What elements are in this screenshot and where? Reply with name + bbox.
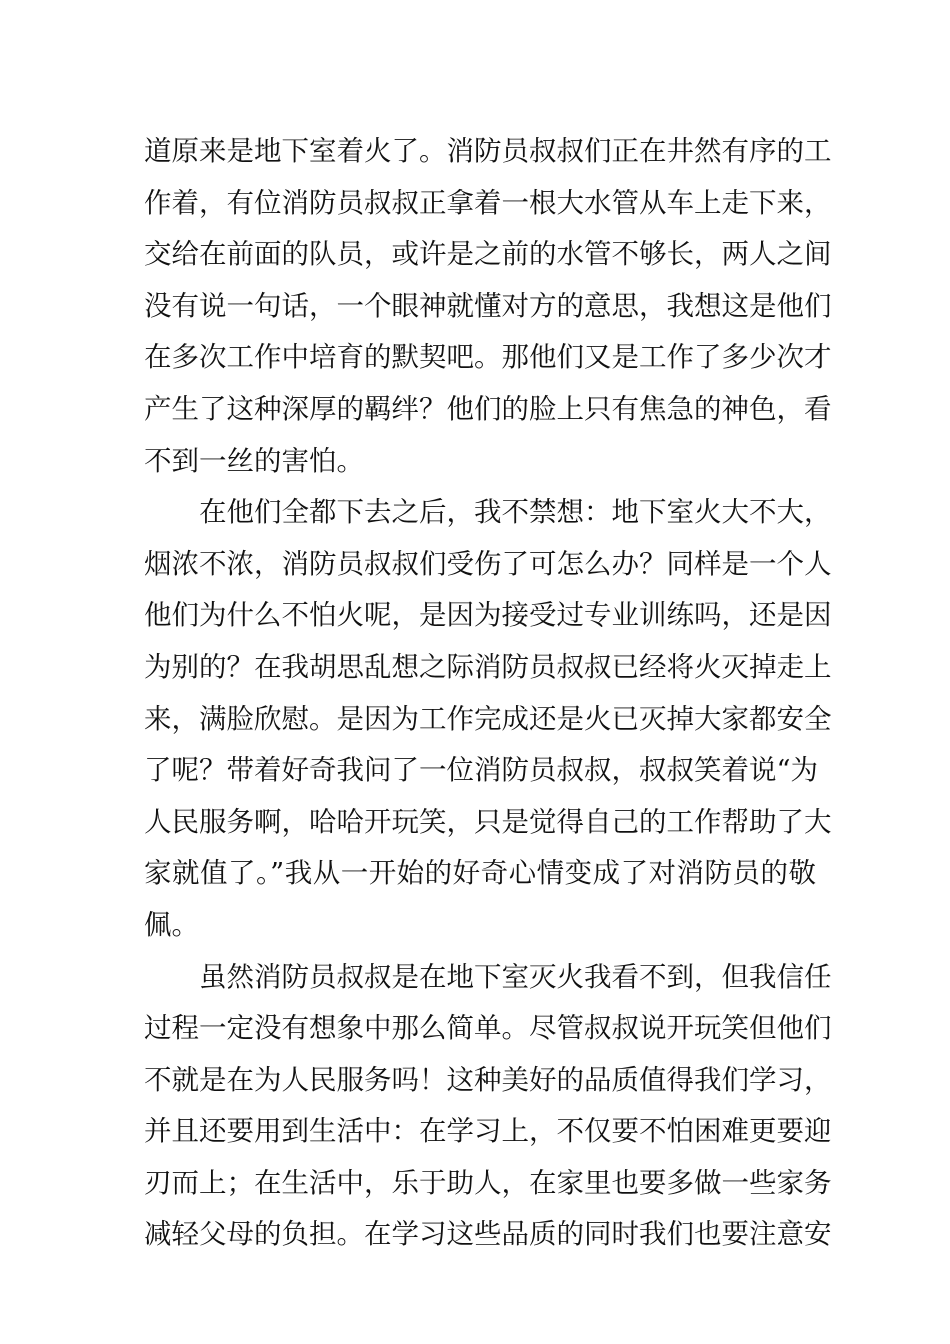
text-line: 道原来是地下室着火了。消防员叔叔们正在井然有序的工 bbox=[144, 135, 832, 167]
text-line: 佩。 bbox=[144, 908, 199, 941]
text-line: 他们为什么不怕火呢，是因为接受过专业训练吗，还是因 bbox=[144, 599, 832, 632]
text-line: 减轻父母的负担。在学习这些品质的同时我们也要注意安 bbox=[144, 1218, 832, 1251]
text-line: 没有说一句话，一个眼神就懂对方的意思，我想这是他们 bbox=[144, 289, 832, 322]
text-line: 刃而上；在生活中，乐于助人，在家里也要多做一些家务 bbox=[144, 1166, 832, 1199]
text-line: 过程一定没有想象中那么简单。尽管叔叔说开玩笑但他们 bbox=[144, 1012, 832, 1045]
text-line: 交给在前面的队员，或许是之前的水管不够长，两人之间 bbox=[144, 238, 832, 271]
text-line: 产生了这种深厚的羁绊？他们的脸上只有焦急的神色，看 bbox=[144, 392, 832, 425]
text-line: 烟浓不浓，消防员叔叔们受伤了可怎么办？同样是一个人 bbox=[144, 547, 832, 580]
text-line: 作着，有位消防员叔叔正拿着一根大水管从车上走下来， bbox=[144, 186, 832, 219]
text-line: 在多次工作中培育的默契吧。那他们又是工作了多少次才 bbox=[144, 341, 832, 374]
text-line: 不到一丝的害怕。 bbox=[144, 444, 364, 477]
text-line: 人民服务啊，哈哈开玩笑，只是觉得自己的工作帮助了大 bbox=[144, 805, 832, 838]
text-line: 家就值了。”我从一开始的好奇心情变成了对消防员的敬 bbox=[144, 857, 816, 890]
text-line: 并且还要用到生活中：在学习上，不仅要不怕困难更要迎 bbox=[144, 1115, 832, 1148]
essay-body bbox=[144, 126, 832, 1261]
text-line: 为别的？在我胡思乱想之际消防员叔叔已经将火灭掉走上 bbox=[144, 650, 832, 683]
paragraph-first-line: 在他们全都下去之后，我不禁想：地下室火大不大， bbox=[199, 496, 832, 529]
text-line: 了呢？带着好奇我问了一位消防员叔叔，叔叔笑着说“为 bbox=[144, 754, 819, 787]
text-line: 不就是在为人民服务吗！这种美好的品质值得我们学习， bbox=[144, 1063, 832, 1096]
paragraph-first-line: 虽然消防员叔叔是在地下室灭火我看不到，但我信任 bbox=[199, 960, 832, 993]
text-line: 来，满脸欣慰。是因为工作完成还是火已灭掉大家都安全 bbox=[144, 702, 832, 735]
